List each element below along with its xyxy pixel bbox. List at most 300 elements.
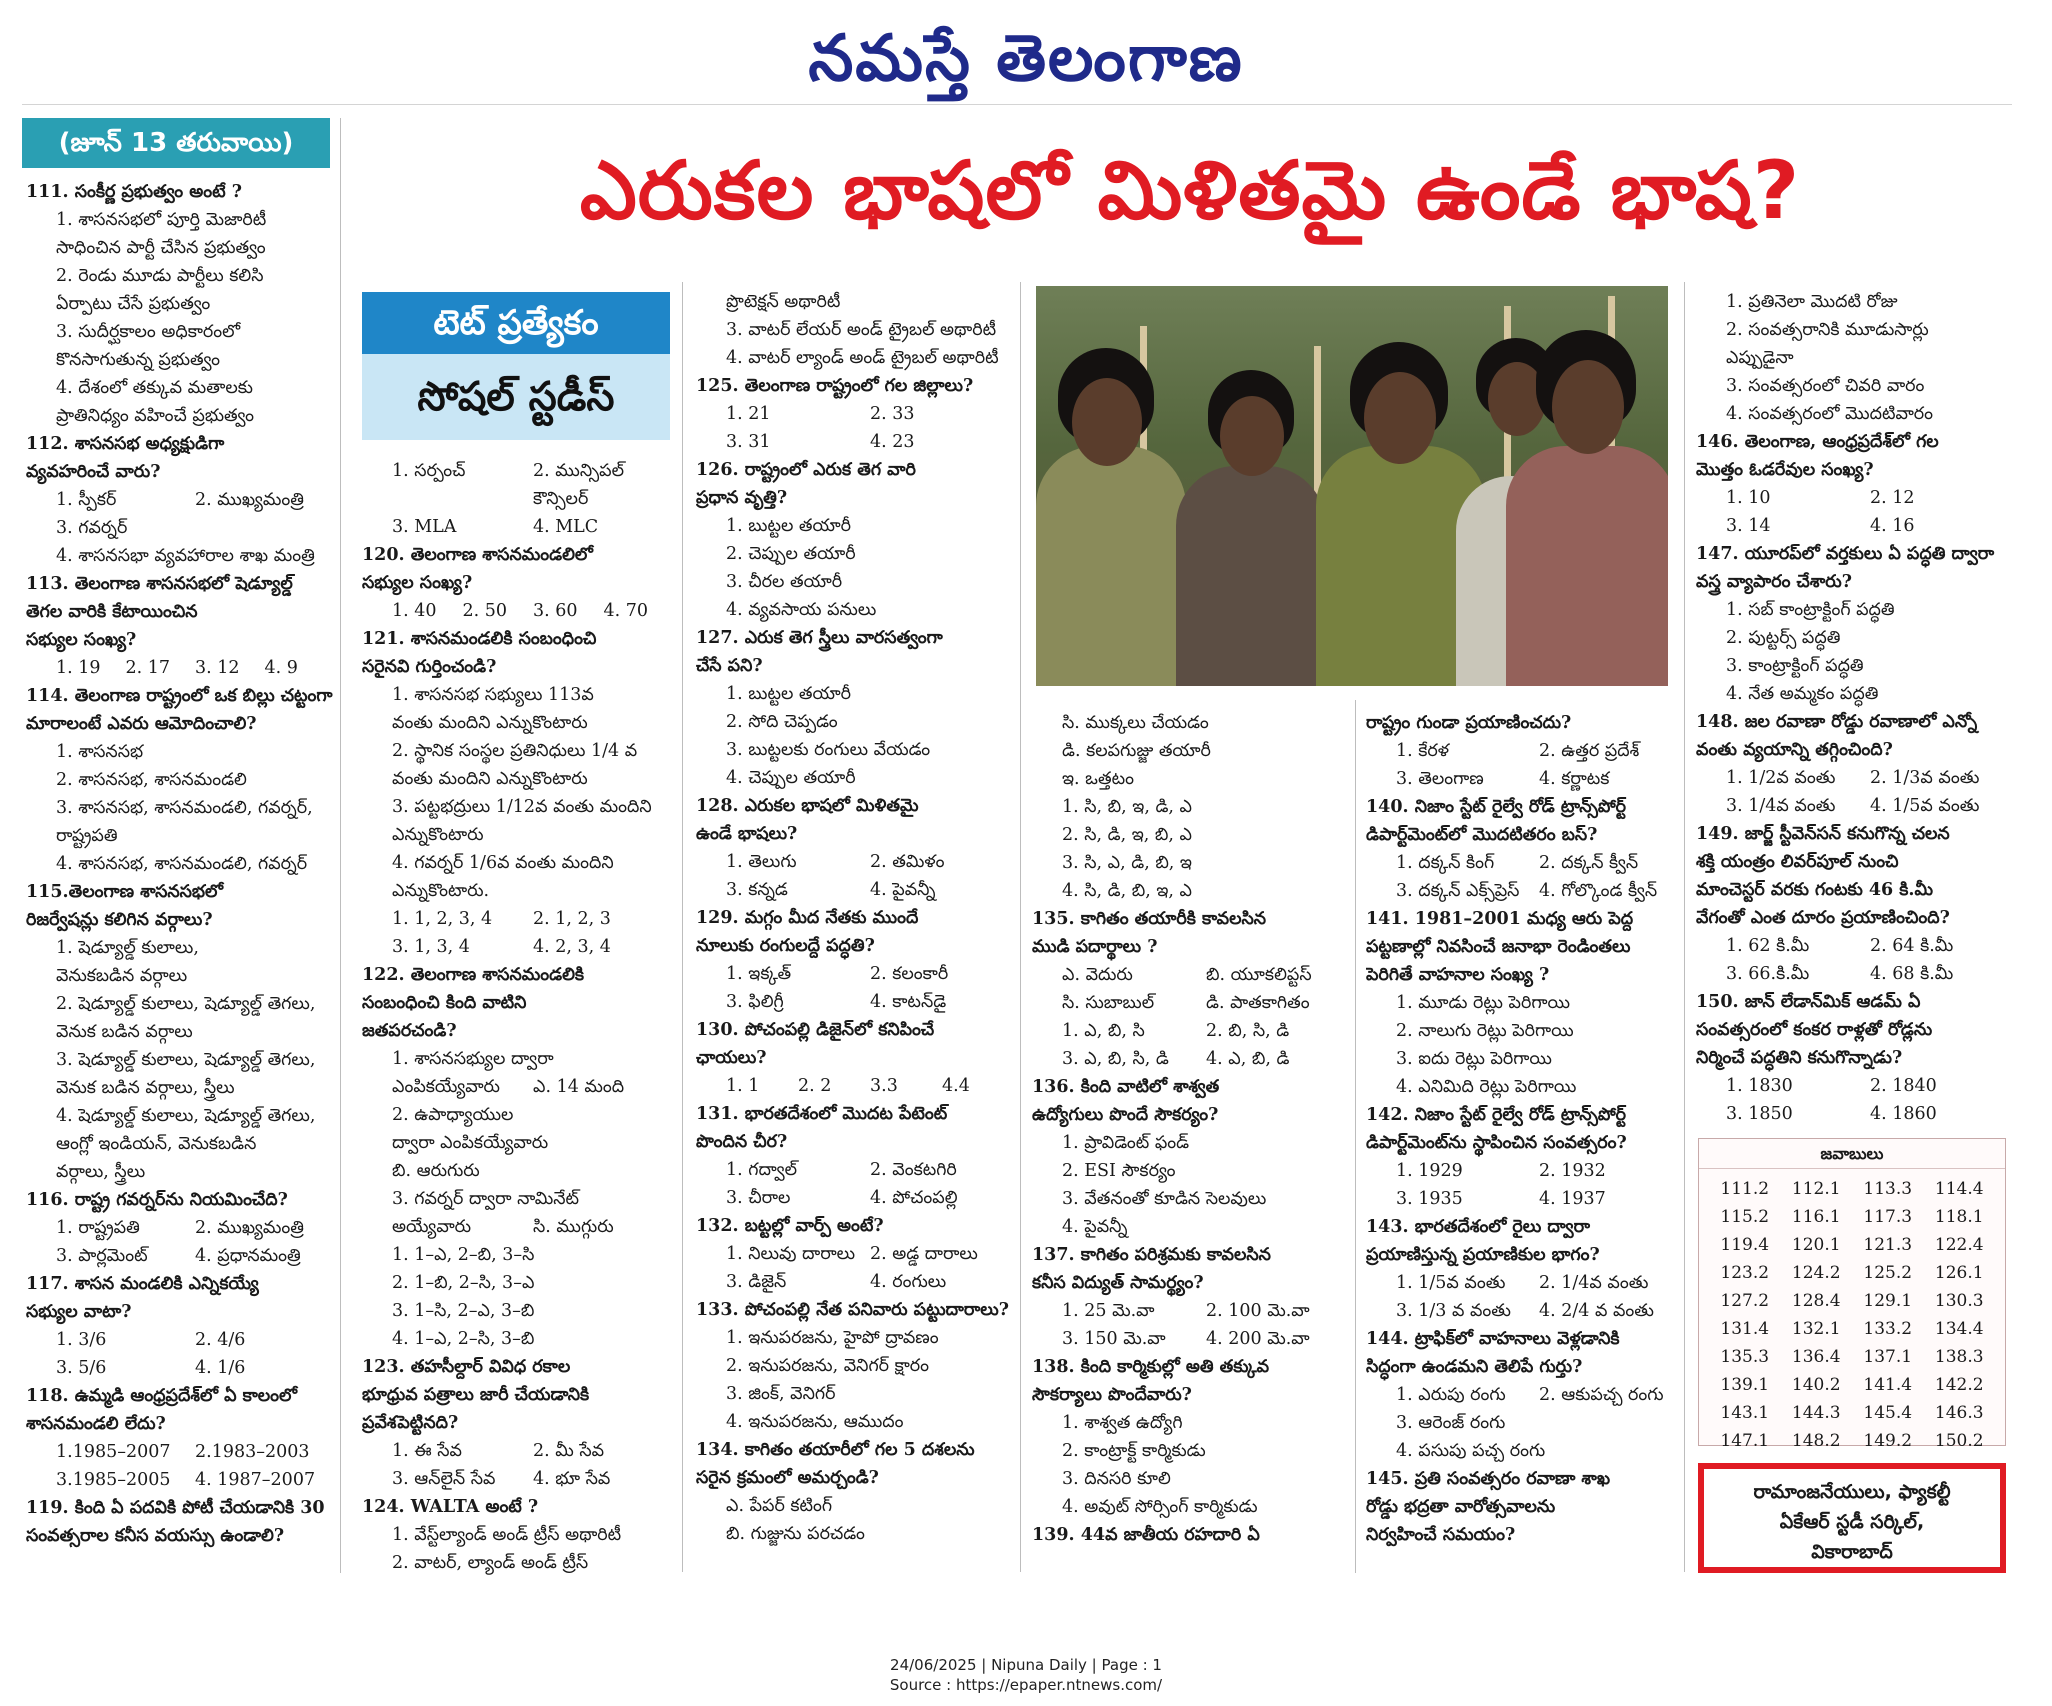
option-text: 4. నేత అమ్మకం పద్ధతి — [1726, 684, 1879, 704]
option-text: 3. దినసరి కూలి — [1062, 1469, 1171, 1489]
question-text: ఛాయలు? — [696, 1048, 767, 1068]
question-text: 112. శాసనసభ అధ్యక్షుడిగా — [26, 434, 225, 454]
option-row — [26, 1242, 334, 1270]
question-text: సభ్యుల సంఖ్య? — [362, 573, 473, 593]
option-row — [696, 988, 1014, 1016]
option-text: 2. సి, డి, ఇ, బి, ఎ — [1062, 825, 1192, 845]
option-text: 1. 1–ఎ, 2–బి, 3–సి — [392, 1245, 535, 1265]
option-text: 1. స్పీకర్ — [56, 490, 117, 510]
answer-item: 117.3 — [1863, 1207, 1913, 1227]
option-text: 4. గవర్నర్ 1/6వ వంతు మందిని — [392, 853, 614, 873]
option-row — [696, 1240, 1014, 1268]
option-text: 2. శాసనసభ, శాసనమండలి — [56, 770, 247, 790]
option-text: ఎ. 14 మంది — [533, 1077, 625, 1097]
continuation-tag: (జూన్ 13 తరువాయి) — [22, 118, 330, 168]
answer-key-grid — [1699, 1169, 2005, 1461]
answer-item: 119.4 — [1720, 1235, 1770, 1255]
option-row — [1366, 849, 1682, 877]
option-text: 2. ఉత్తర ప్రదేశ్ — [1539, 741, 1640, 761]
option-text: 4. 2/4 వ వంతు — [1539, 1301, 1654, 1321]
column-divider — [1020, 282, 1021, 1572]
option-text: 4. ఎ, బి, డి — [1206, 1049, 1290, 1069]
option-text: 2. 50 — [462, 601, 508, 621]
option-text: 2. దక్కన్ క్వీన్ — [1539, 853, 1639, 873]
question-text: ప్రయాణిస్తున్న ప్రయాణికుల భాగం? — [1366, 1245, 1600, 1265]
option-text: 2. తమిళం — [870, 852, 945, 872]
option-text: 4. పైవన్నీ — [870, 880, 936, 900]
column-divider — [682, 282, 683, 1572]
option-text: 3. 1935 — [1396, 1189, 1463, 1209]
masthead-divider — [22, 104, 2012, 105]
option-text: 1. ఎరుపు రంగు — [1396, 1385, 1506, 1405]
question-text: 149. జార్జ్ స్టీవెన్‌సన్ కనుగొన్న చలన — [1696, 824, 1950, 844]
answer-item: 125.2 — [1863, 1263, 1913, 1283]
question-text: 142. నిజాం స్టేట్ రైల్వే రోడ్ ట్రాన్స్‌పోర్ట్ — [1366, 1105, 1627, 1125]
answer-item: 121.3 — [1863, 1235, 1913, 1255]
option-row — [1032, 961, 1350, 989]
option-text: 1. సబ్ కాంట్రాక్టింగ్ పద్ధతి — [1726, 600, 1895, 620]
headline: ఎరుకల భాషలో మిళితమై ఉండే భాష? — [579, 144, 1801, 237]
option-text: 1. రాష్ట్రపతి — [56, 1218, 140, 1238]
answer-item: 127.2 — [1720, 1291, 1770, 1311]
question-text: రిజర్వేషన్లు కలిగిన వర్గాలు? — [26, 910, 213, 930]
question-text: 140. నిజాం స్టేట్ రైల్వే రోడ్ ట్రాన్స్‌పోర్ట్ — [1366, 797, 1627, 817]
option-text: 1. ఈ సేవ — [392, 1441, 462, 1461]
option-row — [1366, 765, 1682, 793]
option-text: 1. ప్రావిడెంట్ ఫండ్ — [1062, 1133, 1190, 1153]
option-row — [362, 933, 674, 961]
option-row — [696, 428, 1014, 456]
option-text: 4. షెడ్యూల్డ్ కులాలు, షెడ్యూల్డ్ తెగలు, — [56, 1106, 316, 1126]
option-text: అయ్యేవారు — [392, 1217, 472, 1237]
option-text: 2. పుట్టర్స్ పద్ధతి — [1726, 628, 1841, 648]
question-text: వేగంతో ఎంత దూరం ప్రయాణించింది? — [1696, 908, 1950, 928]
option-text: 1. తెలుగు — [726, 852, 797, 872]
option-text: 2. 100 మె.వా — [1206, 1301, 1310, 1321]
question-text: 114. తెలంగాణ రాష్ట్రంలో ఒక బిల్లు చట్టంగా — [26, 686, 333, 706]
question-text: ముడి పదార్థాలు ? — [1032, 937, 1158, 957]
question-text: 132. బట్టల్లో వార్ప్ అంటే? — [696, 1216, 884, 1236]
page-footer — [0, 1655, 2052, 1695]
option-row — [362, 457, 674, 513]
option-row — [26, 654, 334, 682]
question-text: 131. భారతదేశంలో మొదట పేటెంట్ — [696, 1104, 948, 1124]
tet-special-label: టెట్ ప్రత్యేకం — [362, 292, 670, 354]
question-text: 121. శాసనమండలికి సంబంధించి — [362, 629, 597, 649]
question-text: 148. జల రవాణా రోడ్డు రవాణాలో ఎన్నో — [1696, 712, 1978, 732]
option-text: 2. 33 — [870, 404, 915, 424]
option-text: బి. యూకలిప్టస్ — [1206, 965, 1312, 985]
question-text: 143. భారతదేశంలో రైలు ద్వారా — [1366, 1217, 1590, 1237]
option-text: 3. వాటర్ లేయర్ అండ్ ట్రైబల్ అథారిటీ — [726, 320, 997, 340]
question-text: సభ్యుల సంఖ్య? — [26, 630, 137, 650]
option-row — [362, 597, 674, 625]
question-text: వ్యవహరించే వారు? — [26, 462, 161, 482]
question-column-2 — [362, 457, 674, 1577]
answer-item: 126.1 — [1934, 1263, 1984, 1283]
option-row — [1696, 792, 2014, 820]
option-text: 4. పైవన్నీ — [1062, 1217, 1128, 1237]
photo-face — [1364, 372, 1436, 464]
option-text: 3. పార్లమెంట్ — [56, 1246, 148, 1266]
option-text: 3. గవర్నర్ — [56, 518, 128, 538]
option-row — [1366, 1297, 1682, 1325]
question-text: 135. కాగితం తయారీకి కావలసిన — [1032, 909, 1267, 929]
question-text: 113. తెలంగాణ శాసనసభలో షెడ్యూల్డ్ — [26, 574, 293, 594]
option-text: 1. మూడు రెట్లు పెరిగాయి — [1396, 993, 1570, 1013]
question-column-1 — [26, 178, 334, 1578]
answer-key — [1698, 1138, 2006, 1451]
option-text: 1. శాశ్వత ఉద్యోగి — [1062, 1413, 1183, 1433]
option-row — [1032, 1297, 1350, 1325]
answer-item: 146.3 — [1934, 1403, 1984, 1423]
option-text: 2. 17 — [125, 658, 171, 678]
option-text: 2. చెప్పుల తయారీ — [726, 544, 856, 564]
option-text: 1.1985–2007 — [56, 1442, 171, 1462]
option-text: 4. రంగులు — [870, 1272, 947, 1292]
option-text: ప్రాతినిధ్యం వహించే ప్రభుత్వం — [56, 406, 255, 426]
option-text: 3. MLA — [392, 517, 457, 537]
question-text: 137. కాగితం పరిశ్రమకు కావలసిన — [1032, 1245, 1271, 1265]
option-text: వంతు మందిని ఎన్నుకొంటారు — [392, 769, 588, 789]
option-text: 3. వేతనంతో కూడిన సెలవులు — [1062, 1189, 1267, 1209]
option-text: 2. సోది చెప్పడం — [726, 712, 838, 732]
option-row — [362, 905, 674, 933]
option-text: డి. కలపగుజ్జు తయారీ — [1062, 741, 1211, 761]
question-text: 116. రాష్ట్ర గవర్నర్‌ను నియమించేది? — [26, 1190, 288, 1210]
option-row — [696, 848, 1014, 876]
answer-item: 148.2 — [1791, 1431, 1841, 1451]
question-text: వస్త్ర వ్యాపారం చేశారు? — [1696, 572, 1852, 592]
question-text: ఉద్యోగులు పొందే సౌకర్యం? — [1032, 1105, 1219, 1125]
option-text: వెనుక బడిన వర్గాలు, స్త్రీలు — [56, 1078, 235, 1098]
option-text: 2. 2 — [798, 1076, 832, 1096]
option-text: 4. గోల్కొండ క్వీన్ — [1539, 881, 1658, 901]
tribal-women-photo — [1036, 286, 1668, 686]
option-text: 2. 1, 2, 3 — [533, 909, 611, 929]
author-credit-line: వికారాబాద్ — [1811, 1541, 1893, 1563]
photo-person — [1176, 466, 1326, 686]
option-text: 1. 1929 — [1396, 1161, 1463, 1181]
option-row — [1366, 1157, 1682, 1185]
option-text: 3. ఫిలిగ్రీ — [726, 992, 784, 1012]
option-text: 4. ఎనిమిది రెట్లు పెరిగాయి — [1396, 1077, 1577, 1097]
option-text: 1. 25 మె.వా — [1062, 1301, 1155, 1321]
option-text: 3. చీరాల — [726, 1188, 791, 1208]
answer-item: 128.4 — [1791, 1291, 1841, 1311]
option-text: 1. నిలువు దారాలు — [726, 1244, 856, 1264]
option-text: 3. ఐదు రెట్లు పెరిగాయి — [1396, 1049, 1552, 1069]
option-text: 4. 16 — [1870, 516, 1915, 536]
option-text: 1. షెడ్యూల్డ్ కులాలు, — [56, 938, 199, 958]
answer-item: 111.2 — [1720, 1179, 1770, 1199]
question-text: మొత్తం ఓడరేవుల సంఖ్య? — [1696, 460, 1874, 480]
option-row — [26, 1438, 334, 1466]
option-text: 2. 64 కి.మీ — [1870, 936, 1954, 956]
option-text: 3. సంవత్సరంలో చివరి వారం — [1726, 376, 1925, 396]
answer-item: 149.2 — [1863, 1431, 1913, 1451]
option-text: 4. సంవత్సరంలో మొదటివారం — [1726, 404, 1934, 424]
question-text: 144. ట్రాఫిక్‌లో వాహనాలు వెళ్లడానికి — [1366, 1329, 1620, 1349]
question-text: రాష్ట్రం గుండా ప్రయాణించదు? — [1366, 713, 1572, 733]
option-text: వెనుకబడిన వర్గాలు — [56, 966, 188, 986]
option-text: 4. అవుట్ సోర్సింగ్ కార్మికుడు — [1062, 1497, 1258, 1517]
question-text: సంవత్సరంలో కంకర రాళ్లతో రోడ్లను — [1696, 1020, 1933, 1040]
question-text: శక్తి యంత్రం లివర్‌పూల్ నుంచి — [1696, 852, 1899, 872]
option-text: 1. సి, బి, ఇ, డి, ఎ — [1062, 797, 1192, 817]
option-text: 3. 1/4వ వంతు — [1726, 796, 1836, 816]
option-text: 2. ఇనుపరజను, వెనిగర్ క్షారం — [726, 1356, 930, 1376]
option-text: 2. బి, సి, డి — [1206, 1021, 1290, 1041]
option-text: 1. సర్పంచ్ — [392, 461, 466, 481]
option-text: 1. గద్వాల్ — [726, 1160, 798, 1180]
answer-item: 124.2 — [1791, 1263, 1841, 1283]
question-text: 125. తెలంగాణ రాష్ట్రంలో గల జిల్లాలు? — [696, 376, 974, 396]
answer-item: 120.1 — [1791, 1235, 1841, 1255]
option-text: 3. డిజైన్ — [726, 1272, 787, 1292]
option-text: 2. 1840 — [1870, 1076, 1937, 1096]
question-column-4 — [1032, 709, 1350, 1577]
question-text: 150. జాన్ లేడాన్‌మిక్ ఆడమ్ ఏ — [1696, 992, 1921, 1012]
question-column-5 — [1366, 709, 1682, 1577]
option-text: 3.3 — [870, 1076, 898, 1096]
option-text: 1. 62 కి.మీ — [1726, 936, 1810, 956]
option-text: బి. గుజ్జును పరచడం — [726, 1524, 865, 1544]
question-text: 120. తెలంగాణ శాసనమండలిలో — [362, 545, 593, 565]
answer-key-title: జవాబులు — [1699, 1139, 2005, 1169]
option-row — [1366, 877, 1682, 905]
column-divider — [1355, 700, 1356, 1573]
question-text: సరైనవి గుర్తించండి? — [362, 657, 497, 677]
option-text: 4. కర్ణాటక — [1539, 769, 1610, 789]
question-text: సంవత్సరాల కనీస వయస్సు ఉండాలి? — [26, 1526, 285, 1546]
option-text: 2. 12 — [1870, 488, 1915, 508]
option-row — [1366, 1269, 1682, 1297]
option-text: 3. కన్నడ — [726, 880, 788, 900]
option-text: 3. కాంట్రాక్టింగ్ పద్ధతి — [1726, 656, 1864, 676]
option-text: 4.4 — [942, 1076, 970, 1096]
option-text: 3. 66.కి.మీ — [1726, 964, 1810, 984]
option-text: ఎంపికయ్యేవారు — [392, 1077, 500, 1097]
option-text: 4. కాటన్‌డై — [870, 992, 947, 1012]
photo-person — [1036, 446, 1186, 686]
option-text: 3. 1–సి, 2–ఎ, 3–బి — [392, 1301, 535, 1321]
author-credit-line: ఏకేఆర్ స్టడీ సర్కిల్, — [1779, 1511, 1925, 1533]
option-text: 1. 19 — [56, 658, 101, 678]
masthead-logo: నమస్తే తెలంగాణ — [808, 22, 1244, 96]
answer-item: 143.1 — [1720, 1403, 1770, 1423]
question-text: భూధ్రువ పత్రాలు జారీ చేయడానికి — [362, 1385, 590, 1405]
option-text: వెనుక బడిన వర్గాలు — [56, 1022, 193, 1042]
option-text: 2. వాటర్, ల్యాండ్ అండ్ ట్రీస్ — [392, 1553, 589, 1573]
question-text: సరైన క్రమంలో అమర్చండి? — [696, 1468, 879, 1488]
option-text: 1. బుట్టల తయారీ — [726, 516, 852, 536]
option-text: 3. చీరల తయారీ — [726, 572, 843, 592]
option-row — [26, 1326, 334, 1354]
option-row — [362, 1437, 674, 1465]
option-text: 4. 2, 3, 4 — [533, 937, 611, 957]
question-text: సౌకర్యాలు పొందేవారు? — [1032, 1385, 1192, 1405]
answer-item: 145.4 — [1863, 1403, 1913, 1423]
option-text: ఎన్నుకొంటారు. — [392, 881, 490, 901]
option-text: 3. 1, 3, 4 — [392, 937, 470, 957]
option-row — [696, 1268, 1014, 1296]
option-text: 2. ఉపాధ్యాయుల — [392, 1105, 514, 1125]
option-text: 1. ఇనుపరజను, హైపో ద్రావణం — [726, 1328, 939, 1348]
option-text: 4. వాటర్ ల్యాండ్ అండ్ ట్రైబల్ అథారిటీ — [726, 348, 999, 368]
answer-item: 150.2 — [1934, 1431, 1984, 1451]
option-row — [1032, 1045, 1350, 1073]
option-row — [1696, 1100, 2014, 1128]
option-text: 1. 3/6 — [56, 1330, 107, 1350]
option-text: 4. పసుపు పచ్చ రంగు — [1396, 1441, 1546, 1461]
option-text: ఎన్నుకొంటారు — [392, 825, 484, 845]
answer-item: 139.1 — [1720, 1375, 1770, 1395]
question-column-3 — [696, 288, 1014, 1578]
option-row — [26, 1354, 334, 1382]
answer-item: 131.4 — [1720, 1319, 1770, 1339]
option-row — [696, 1156, 1014, 1184]
question-text: డిపార్ట్‌మెంట్‌ను స్థాపించిన సంవత్సరం? — [1366, 1133, 1627, 1153]
option-row — [26, 1214, 334, 1242]
option-row — [1032, 1325, 1350, 1353]
option-text: 2. అడ్డ దారాలు — [870, 1244, 978, 1264]
option-text: 2. ఆకుపచ్చ రంగు — [1539, 1385, 1664, 1405]
option-text: 4. ప్రధానమంత్రి — [195, 1246, 301, 1266]
option-text: 1. 1 — [726, 1076, 760, 1096]
question-text: ఉండే భాషలు? — [696, 824, 798, 844]
option-text: 2. 1–బి, 2–సి, 3–ఎ — [392, 1273, 535, 1293]
question-text: శాసనమండలి లేదు? — [26, 1414, 166, 1434]
option-text: 4. 70 — [603, 601, 649, 621]
subject-label: సోషల్ స్టడీస్ — [362, 354, 670, 440]
answer-item: 112.1 — [1791, 1179, 1841, 1199]
option-text: రాష్ట్రపతి — [56, 826, 118, 846]
option-row — [1366, 1185, 1682, 1213]
option-text: సాధించిన పార్టీ చేసిన ప్రభుత్వం — [56, 238, 266, 258]
option-text: 3. 60 — [533, 601, 578, 621]
option-text: వంతు మందిని ఎన్నుకొంటారు — [392, 713, 588, 733]
option-text: 4. 1937 — [1539, 1189, 1606, 1209]
option-text: 2. ముఖ్యమంత్రి — [195, 490, 304, 510]
option-text: ఎ. పేపర్ కటింగ్ — [726, 1496, 833, 1516]
question-text: 124. WALTA అంటే ? — [362, 1497, 539, 1517]
option-row — [1032, 989, 1350, 1017]
option-text: 1. 1/2వ వంతు — [1726, 768, 1836, 788]
answer-item: 133.2 — [1863, 1319, 1913, 1339]
question-text: 115.తెలంగాణ శాసనసభలో — [26, 882, 224, 902]
option-text: 1. ప్రతినెలా మొదటి రోజు — [1726, 292, 1898, 312]
question-text: మారాలంటే ఎవరు ఆమోదించాలి? — [26, 714, 257, 734]
option-text: 4. సి, డి, బి, ఇ, ఎ — [1062, 881, 1192, 901]
option-text: 3. సి, ఎ, డి, బి, ఇ — [1062, 853, 1192, 873]
question-text: 127. ఎరుక తెగ స్త్రీలు వారసత్వంగా — [696, 628, 943, 648]
option-text: 1. 1830 — [1726, 1076, 1793, 1096]
option-text: 4. 68 కి.మీ — [1870, 964, 1954, 984]
question-text: 126. రాష్ట్రంలో ఎరుక తెగ వారి — [696, 460, 916, 480]
question-text: సంబంధించి కింది వాటిని — [362, 993, 527, 1013]
option-row — [362, 513, 674, 541]
option-text: 2. సంవత్సరానికి మూడుసార్లు — [1726, 320, 1929, 340]
option-text: 2. 4/6 — [195, 1330, 246, 1350]
answer-item: 129.1 — [1863, 1291, 1913, 1311]
option-text: 4. 200 మె.వా — [1206, 1329, 1310, 1349]
option-text: 1. 10 — [1726, 488, 1771, 508]
answer-item: 123.2 — [1720, 1263, 1770, 1283]
option-text: 3. 1/3 వ వంతు — [1396, 1301, 1511, 1321]
option-text: 2. రెండు మూడు పార్టీలు కలిసి — [56, 266, 264, 286]
question-text: నూలుకు రంగులద్దే పద్ధతి? — [696, 936, 875, 956]
answer-item: 141.4 — [1863, 1375, 1913, 1395]
option-text: 2. మీ సేవ — [533, 1441, 605, 1461]
option-text: 3. దక్కన్ ఎక్స్‌ప్రెస్ — [1396, 881, 1520, 901]
option-text: 2.1983–2003 — [195, 1442, 310, 1462]
photo-face — [1220, 396, 1284, 476]
question-text: 133. పోచంపల్లి నేత పనివారు పట్టుదారాలు? — [696, 1300, 1009, 1320]
option-text: 3. బుట్టలకు రంగులు వేయడం — [726, 740, 931, 760]
option-text: ఎప్పుడైనా — [1726, 348, 1794, 368]
question-column-6 — [1696, 288, 2014, 1133]
option-text: బి. ఆరుగురు — [392, 1161, 480, 1181]
option-text: 3. శాసనసభ, శాసనమండలి, గవర్నర్, — [56, 798, 313, 818]
option-text: ఆంగ్లో ఇండియన్, వెనుకబడిన — [56, 1134, 257, 1154]
question-text: 138. కింది కార్మికుల్లో అతి తక్కువ — [1032, 1357, 1270, 1377]
option-text: 3. 150 మె.వా — [1062, 1329, 1166, 1349]
option-text: 2. కలంకారీ — [870, 964, 949, 984]
question-text: 111. సంకీర్ణ ప్రభుత్వం అంటే ? — [26, 182, 242, 202]
option-text: సి. ముక్కలు చేయడం — [1062, 713, 1209, 733]
question-text: 118. ఉమ్మడి ఆంధ్రప్రదేశ్‌లో ఏ కాలంలో — [26, 1386, 298, 1406]
option-text: 3. 14 — [1726, 516, 1771, 536]
option-text: 4. శాసనసభ, శాసనమండలి, గవర్నర్ — [56, 854, 308, 874]
option-text: 3. 12 — [195, 658, 240, 678]
option-text: 1. 1/5వ వంతు — [1396, 1273, 1506, 1293]
option-text: 1. 21 — [726, 404, 771, 424]
question-text: 130. పోచంపల్లి డిజైన్‌లో కనిపించే — [696, 1020, 935, 1040]
question-text: చేసే పని? — [696, 656, 763, 676]
question-text: 141. 1981–2001 మధ్య ఆరు పెద్ద — [1366, 909, 1634, 929]
question-text: 145. ప్రతి సంవత్సరం రవాణా శాఖ — [1366, 1469, 1611, 1489]
option-row — [362, 1465, 674, 1493]
option-text: 1. శాసనసభ సభ్యులు 113వ — [392, 685, 594, 705]
option-text: 3.1985–2005 — [56, 1470, 171, 1490]
answer-item: 136.4 — [1791, 1347, 1841, 1367]
option-text: 3. జింక్, వెనిగర్ — [726, 1384, 836, 1404]
question-text: సభ్యుల వాటా? — [26, 1302, 132, 1322]
answer-item: 114.4 — [1934, 1179, 1984, 1199]
option-text: 4. MLC — [533, 517, 599, 537]
option-row — [1696, 484, 2014, 512]
answer-item: 118.1 — [1934, 1207, 1984, 1227]
tet-special-box — [362, 292, 670, 442]
option-row — [696, 400, 1014, 428]
answer-item: 138.3 — [1934, 1347, 1984, 1367]
option-text: ప్రొటెక్షన్ అథారిటీ — [726, 292, 841, 312]
question-text: 119. కింది ఏ పదవికి పోటీ చేయడానికి 30 — [26, 1498, 325, 1518]
answer-item: 116.1 — [1791, 1207, 1841, 1227]
option-row — [1696, 1072, 2014, 1100]
question-text: ప్రధాన వృత్తి? — [696, 488, 788, 508]
option-text: 1. కేరళ — [1396, 741, 1450, 761]
option-text: 2. నాలుగు రెట్లు పెరిగాయి — [1396, 1021, 1574, 1041]
question-text: నిర్మించే పద్ధతిని కనుగొన్నాడు? — [1696, 1048, 1903, 1068]
question-text: 147. యూరప్‌లో వర్తకులు ఏ పద్ధతి ద్వారా — [1696, 544, 1995, 564]
option-text: 3. 5/6 — [56, 1358, 107, 1378]
option-text: 3. గవర్నర్ ద్వారా నామినేట్ — [392, 1189, 580, 1209]
option-row — [1696, 764, 2014, 792]
option-text: ఇ. ఒత్తటం — [1062, 769, 1134, 789]
option-row — [1696, 960, 2014, 988]
